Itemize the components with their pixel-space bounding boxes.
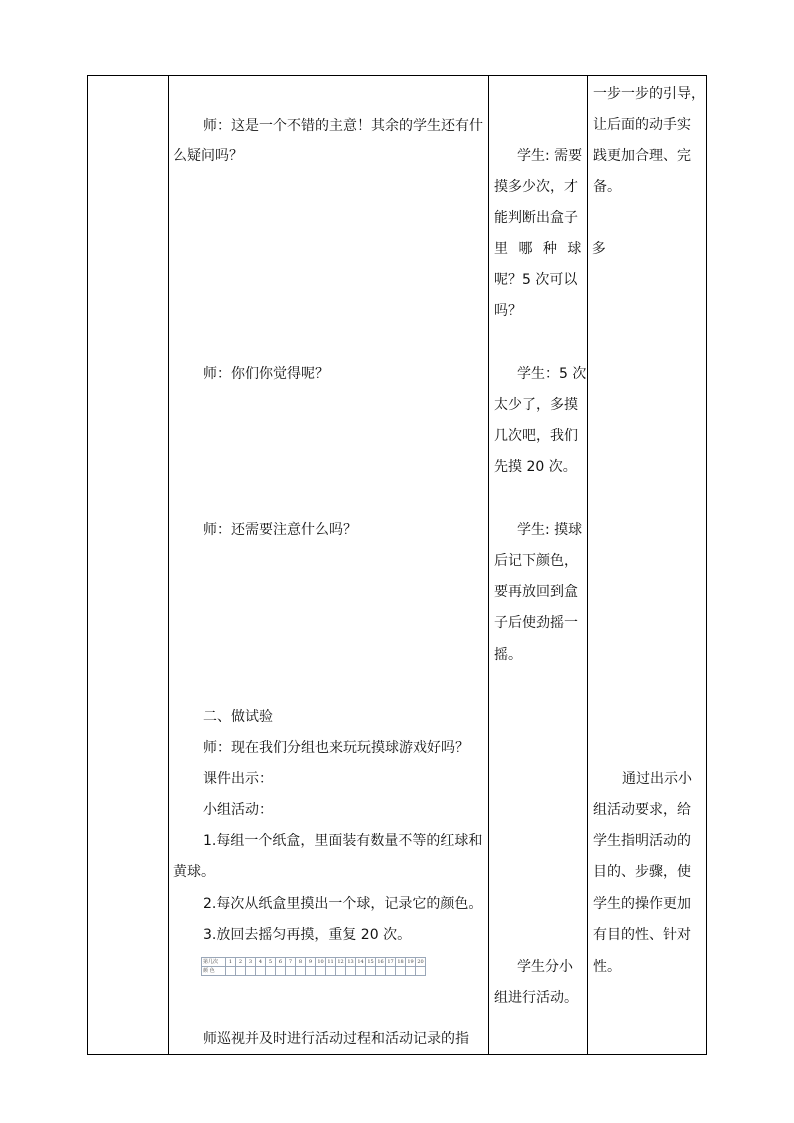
student-answer-3-line: 要再放回到盒 <box>494 584 578 600</box>
record-cell <box>406 967 416 976</box>
record-table-row-count <box>202 958 426 967</box>
record-cell <box>266 967 276 976</box>
record-number: 14 <box>357 959 364 965</box>
record-number: 9 <box>306 958 316 967</box>
teacher-line: 3.放回去摇匀再摸，重复 20 次。 <box>203 927 412 943</box>
column-divider <box>488 76 489 1054</box>
intent-note-2-line: 有目的性、针对 <box>593 927 691 943</box>
intent-note-2-line: 学生的操作更加 <box>593 896 691 912</box>
record-cell <box>356 967 366 976</box>
student-answer-2: 学生：5 次 <box>517 366 587 382</box>
record-table-header: 颜 色 <box>202 967 226 976</box>
record-cell <box>226 967 236 976</box>
intent-note-1-line: 备。 <box>593 179 621 195</box>
teacher-line: 2.每次从纸盒里摸出一个球，记录它的颜色。 <box>203 896 483 912</box>
intent-note-1-line: 让后面的动手实 <box>593 117 691 133</box>
record-cell <box>336 967 346 976</box>
student-answer-3-line: 后记下颜色， <box>494 553 578 569</box>
record-number: 4 <box>256 958 266 967</box>
intent-note-2-line: 目的、步骤，使 <box>593 864 691 880</box>
record-cell <box>276 967 286 976</box>
teacher-line: 师：现在我们分组也来玩玩摸球游戏好吗？ <box>203 740 469 756</box>
intent-note-2-line: 性。 <box>593 959 621 975</box>
intent-note-1: 一步一步的引导， <box>593 86 705 102</box>
record-cell <box>306 967 316 976</box>
student-answer-4: 学生分小 <box>517 959 573 975</box>
record-number: 12 <box>337 959 344 965</box>
intent-note-1-line: 践更加合理、完 <box>593 148 691 164</box>
record-number: 1 <box>226 958 236 967</box>
teacher-line: 课件出示： <box>203 771 273 787</box>
student-answer-1-line: 能判断出盒子 <box>494 210 578 226</box>
record-cell <box>256 967 266 976</box>
student-answer-1-line: 摸多少次，才 <box>494 179 578 195</box>
teacher-line: 黄球。 <box>173 864 215 880</box>
teacher-question-1-cont: 么疑问吗？ <box>173 148 243 164</box>
student-answer-2-line: 太少了，多摸 <box>494 397 578 413</box>
teacher-line: 1.每组一个纸盒，里面装有数量不等的红球和 <box>203 833 483 849</box>
student-answer-2-line: 几次吧，我们 <box>494 428 578 444</box>
intent-note-2-line: 学生指明活动的 <box>593 833 691 849</box>
intent-note-2-line: 组活动要求，给 <box>593 802 691 818</box>
record-cell <box>396 967 406 976</box>
intent-note-2: 通过出示小 <box>622 771 692 787</box>
student-answer-3: 学生: 摸球 <box>517 522 583 538</box>
record-number: 7 <box>286 958 296 967</box>
teacher-question-2: 师：你们你觉得呢？ <box>203 366 329 382</box>
student-answer-3-line: 子后使劲摇一 <box>494 615 578 631</box>
record-cell <box>246 967 256 976</box>
record-table-header: 第几次 <box>202 958 226 967</box>
student-answer-1-line: 里 哪 种 球 多 <box>494 241 609 257</box>
record-number: 3 <box>246 958 256 967</box>
student-answer-2-line: 先摸 20 次。 <box>494 459 577 475</box>
record-number: 20 <box>417 959 424 965</box>
record-cell <box>386 967 396 976</box>
student-answer-4-line: 组进行活动。 <box>494 990 578 1006</box>
record-table-row-color <box>202 967 426 976</box>
record-number: 16 <box>377 959 384 965</box>
record-cell <box>366 967 376 976</box>
record-number: 11 <box>327 959 334 965</box>
student-answer-1-line: 吗？ <box>494 303 522 319</box>
record-number: 13 <box>347 959 354 965</box>
section-title: 二、做试验 <box>203 709 273 725</box>
student-answer-1-line: 呢？5 次可以 <box>494 272 578 288</box>
student-answer-3-line: 摇。 <box>494 647 522 663</box>
record-number: 5 <box>266 958 276 967</box>
column-divider <box>168 76 169 1054</box>
teacher-question-1: 师：这是一个不错的主意！其余的学生还有什 <box>203 118 483 134</box>
record-table <box>201 957 426 976</box>
record-number: 6 <box>276 958 286 967</box>
record-number: 10 <box>317 959 324 965</box>
record-cell <box>296 967 306 976</box>
teacher-line: 小组活动： <box>203 802 273 818</box>
record-number: 8 <box>296 958 306 967</box>
record-cell <box>236 967 246 976</box>
record-cell <box>316 967 326 976</box>
record-cell <box>346 967 356 976</box>
column-divider <box>587 76 588 1054</box>
record-number: 18 <box>397 959 404 965</box>
record-cell <box>416 967 426 976</box>
record-number: 15 <box>367 959 374 965</box>
student-answer-1: 学生: 需要 <box>517 148 583 164</box>
teacher-question-3: 师：还需要注意什么吗？ <box>203 522 357 538</box>
record-number: 2 <box>236 958 246 967</box>
record-cell <box>376 967 386 976</box>
record-cell <box>286 967 296 976</box>
record-cell <box>326 967 336 976</box>
record-number: 17 <box>387 959 394 965</box>
record-number: 19 <box>407 959 414 965</box>
teacher-last-line: 师巡视并及时进行活动过程和活动记录的指 <box>203 1031 469 1047</box>
